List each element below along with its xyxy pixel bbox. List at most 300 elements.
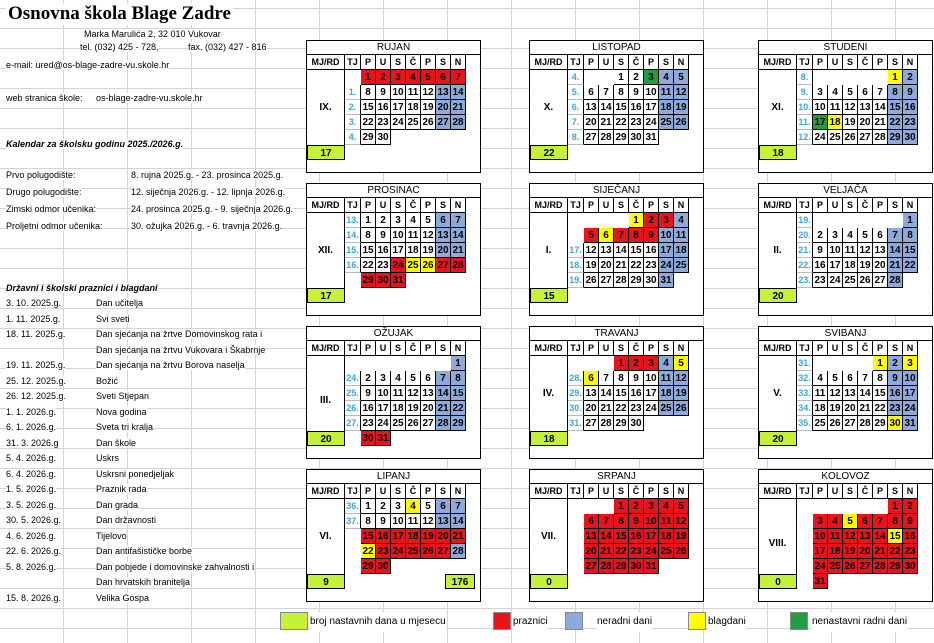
day-cell: 24	[813, 559, 828, 574]
day-cell: 28	[858, 416, 873, 431]
weekday-header: MJ/RD	[307, 55, 345, 70]
weekday-header: TJ	[345, 341, 361, 356]
day-cell: 14	[858, 386, 873, 401]
day-cell: 10	[644, 371, 659, 386]
day-cell: 30	[361, 431, 376, 446]
day-cell: 6	[436, 213, 451, 228]
weekday-header: U	[599, 341, 614, 356]
weekday-header: S	[888, 341, 903, 356]
day-cell: 8	[361, 228, 376, 243]
day-cell: 3	[644, 499, 659, 514]
weekday-header: S	[436, 55, 451, 70]
month-name: PROSINAC	[307, 184, 480, 198]
day-cell: 2	[376, 213, 391, 228]
week-number: 36.	[345, 499, 361, 514]
day-cell: 16	[644, 243, 659, 258]
weekday-header: U	[376, 484, 391, 499]
day-cell: 21	[858, 401, 873, 416]
day-cell: 14	[873, 100, 888, 115]
day-cell: 13	[584, 100, 599, 115]
day-cell: 16	[629, 529, 644, 544]
month-calendar	[758, 40, 933, 173]
day-cell: 18	[659, 529, 674, 544]
week-number: 28.	[568, 371, 584, 386]
day-cell: 13	[873, 243, 888, 258]
day-cell: 3	[903, 356, 918, 371]
weekday-header: N	[674, 341, 689, 356]
weekday-header: U	[599, 55, 614, 70]
week-number: 11.	[797, 115, 813, 130]
legend-swatch	[493, 612, 511, 630]
day-cell: 16	[361, 401, 376, 416]
day-cell: 19	[584, 258, 599, 273]
weekday-header: P	[644, 198, 659, 213]
day-cell: 15	[873, 386, 888, 401]
day-cell: 24	[828, 273, 843, 288]
holiday-name: Dan škole	[96, 437, 137, 448]
day-cell: 29	[361, 273, 376, 288]
day-cell: 6	[843, 371, 858, 386]
day-cell: 5	[674, 70, 689, 85]
period-value: 24. prosinca 2025.g. - 9. siječnja 2026.g.	[131, 204, 294, 214]
day-cell: 18	[659, 100, 674, 115]
teaching-days-count: 15	[530, 288, 568, 303]
day-cell: 9	[376, 85, 391, 100]
day-cell: 23	[888, 401, 903, 416]
day-cell: 20	[436, 529, 451, 544]
weekday-header: S	[843, 55, 858, 70]
weekday-header: S	[843, 341, 858, 356]
day-cell: 22	[903, 258, 918, 273]
weekday-header: P	[644, 484, 659, 499]
weekday-header: P	[421, 198, 436, 213]
day-cell: 29	[888, 559, 903, 574]
day-cell: 17	[659, 243, 674, 258]
holiday-date: 6. 1. 2026.g.	[6, 422, 57, 432]
day-cell: 5	[828, 371, 843, 386]
teaching-days-count: 9	[307, 574, 345, 589]
day-cell: 21	[599, 544, 614, 559]
day-cell: 25	[813, 416, 828, 431]
month-name: SRPANJ	[530, 470, 703, 484]
weekday-header: P	[813, 484, 828, 499]
month-calendar	[758, 326, 933, 459]
weekday-header: P	[584, 55, 599, 70]
holiday-name: Dan sjećanja na žrtvu Borova naselja	[96, 360, 245, 370]
day-cell: 23	[376, 544, 391, 559]
weekday-header: U	[828, 341, 843, 356]
day-cell: 12	[674, 371, 689, 386]
day-cell: 21	[451, 100, 466, 115]
day-cell: 8	[361, 514, 376, 529]
weekday-header: Č	[858, 484, 873, 499]
day-cell: 20	[873, 258, 888, 273]
school-tel: tel. (032) 425 - 728,	[80, 42, 159, 52]
holiday-date: 5. 8. 2026.g.	[6, 561, 57, 572]
week-number: 12.	[797, 130, 813, 145]
week-number: 30.	[568, 401, 584, 416]
weekday-header: TJ	[345, 55, 361, 70]
holiday-name: Dan grada	[96, 499, 139, 510]
week-number: 5.	[568, 85, 584, 100]
day-cell: 25	[828, 130, 843, 145]
day-cell: 9	[629, 514, 644, 529]
legend-label: neradni dani	[597, 612, 652, 632]
day-cell: 23	[629, 115, 644, 130]
month-name: VELJAČA	[759, 184, 932, 198]
day-cell: 29	[614, 130, 629, 145]
day-cell: 18	[391, 401, 406, 416]
weekday-header: TJ	[797, 341, 813, 356]
weekday-header: U	[828, 55, 843, 70]
day-cell: 27	[436, 115, 451, 130]
school-fax: fax. (032) 427 - 816	[188, 42, 267, 52]
day-cell: 8	[888, 514, 903, 529]
month-roman: VI.	[307, 499, 345, 574]
day-cell: 22	[361, 544, 376, 559]
day-cell: 19	[421, 243, 436, 258]
day-cell: 19	[843, 544, 858, 559]
day-cell: 23	[644, 258, 659, 273]
calendar-title: Kalendar za školsku godinu 2025./2026.g.	[6, 139, 184, 149]
day-cell: 11	[406, 85, 421, 100]
day-cell: 4	[828, 85, 843, 100]
day-cell: 18	[406, 529, 421, 544]
day-cell: 19	[674, 529, 689, 544]
day-cell: 30	[376, 130, 391, 145]
day-cell: 12	[674, 514, 689, 529]
week-number: 14.	[345, 228, 361, 243]
day-cell: 7	[599, 85, 614, 100]
day-cell: 15	[614, 529, 629, 544]
day-cell: 7	[858, 371, 873, 386]
weekday-header: U	[828, 198, 843, 213]
day-cell: 7	[436, 371, 451, 386]
day-cell: 15	[903, 243, 918, 258]
day-cell: 4	[406, 499, 421, 514]
day-cell: 29	[361, 559, 376, 574]
weekday-header: P	[644, 341, 659, 356]
day-cell: 25	[843, 273, 858, 288]
legend-label: nenastavni radni dani	[812, 612, 907, 632]
day-cell: 9	[629, 85, 644, 100]
weekday-header: P	[361, 341, 376, 356]
day-cell: 6	[873, 228, 888, 243]
day-cell: 25	[659, 544, 674, 559]
day-cell: 14	[599, 386, 614, 401]
week-number: 15.	[345, 243, 361, 258]
month-calendar	[529, 40, 704, 173]
day-cell: 15	[888, 100, 903, 115]
week-number: 8.	[568, 130, 584, 145]
day-cell: 7	[873, 85, 888, 100]
day-cell: 24	[644, 401, 659, 416]
day-cell: 31	[813, 574, 828, 589]
day-cell: 26	[674, 401, 689, 416]
teaching-days-count: 20	[759, 288, 797, 303]
legend-label: blagdani	[708, 612, 746, 632]
day-cell: 1	[614, 70, 629, 85]
day-cell: 26	[421, 115, 436, 130]
weekday-header: U	[376, 55, 391, 70]
weekday-header: P	[873, 484, 888, 499]
day-cell: 12	[674, 85, 689, 100]
day-cell: 22	[361, 258, 376, 273]
day-cell: 8	[888, 85, 903, 100]
day-cell: 23	[376, 258, 391, 273]
month-roman: IV.	[530, 356, 568, 431]
total-teaching-days: 176	[445, 574, 475, 589]
month-calendar	[529, 326, 704, 459]
day-cell: 26	[674, 115, 689, 130]
day-cell: 2	[361, 371, 376, 386]
day-cell: 24	[391, 544, 406, 559]
period-label: Proljetni odmor učenika:	[6, 221, 103, 231]
weekday-header: P	[813, 55, 828, 70]
holiday-name: Uskrs	[96, 453, 119, 463]
month-calendar	[529, 469, 704, 602]
day-cell: 8	[614, 85, 629, 100]
day-cell: 6	[584, 371, 599, 386]
holiday-name: Dan sjećanja na žrtve Domovinskog rata i	[96, 329, 263, 339]
day-cell: 5	[674, 499, 689, 514]
day-cell: 16	[376, 100, 391, 115]
weekday-header: U	[376, 341, 391, 356]
weekday-header: Č	[629, 484, 644, 499]
weekday-header: MJ/RD	[530, 198, 568, 213]
day-cell: 21	[599, 401, 614, 416]
day-cell: 14	[451, 85, 466, 100]
holiday-name: Sveta tri kralja	[96, 422, 154, 432]
day-cell: 8	[629, 228, 644, 243]
day-cell: 22	[873, 401, 888, 416]
day-cell: 4	[828, 514, 843, 529]
day-cell: 18	[674, 243, 689, 258]
weekday-header: P	[421, 484, 436, 499]
day-cell: 15	[361, 529, 376, 544]
day-cell: 7	[888, 228, 903, 243]
weekday-header: N	[903, 484, 918, 499]
day-cell: 13	[436, 85, 451, 100]
weekday-header: P	[584, 484, 599, 499]
day-cell: 14	[599, 100, 614, 115]
day-cell: 28	[599, 416, 614, 431]
month-roman: III.	[307, 356, 345, 446]
day-cell: 5	[406, 371, 421, 386]
weekday-header: Č	[858, 341, 873, 356]
period-label: Zimski odmor učenika:	[6, 204, 97, 214]
week-number: 21.	[797, 243, 813, 258]
week-number: 34.	[797, 401, 813, 416]
weekday-header: S	[436, 484, 451, 499]
day-cell: 10	[376, 386, 391, 401]
weekday-header: S	[391, 341, 406, 356]
day-cell: 23	[629, 544, 644, 559]
day-cell: 5	[421, 213, 436, 228]
day-cell: 10	[391, 514, 406, 529]
weekday-header: S	[614, 341, 629, 356]
holiday-date: 6. 4. 2026.g.	[6, 468, 57, 479]
day-cell: 1	[614, 356, 629, 371]
month-name: STUDENI	[759, 41, 932, 55]
day-cell: 19	[828, 401, 843, 416]
weekday-header: S	[614, 484, 629, 499]
day-cell: 1	[614, 499, 629, 514]
weekday-header: S	[888, 55, 903, 70]
weekday-header: P	[873, 55, 888, 70]
day-cell: 9	[903, 85, 918, 100]
week-number: 32.	[797, 371, 813, 386]
day-cell: 18	[828, 544, 843, 559]
week-number: 25.	[345, 386, 361, 401]
day-cell: 21	[614, 258, 629, 273]
day-cell: 1	[888, 499, 903, 514]
day-cell: 1	[451, 356, 466, 371]
day-cell: 2	[629, 70, 644, 85]
weekday-header: P	[421, 55, 436, 70]
school-address: Marka Marulića 2, 32 010 Vukovar	[84, 29, 221, 39]
weekday-header: P	[421, 341, 436, 356]
day-cell: 24	[376, 416, 391, 431]
week-number: 20.	[797, 228, 813, 243]
day-cell: 5	[843, 85, 858, 100]
weekday-header: P	[873, 341, 888, 356]
weekday-header: N	[674, 484, 689, 499]
weekday-header: Č	[629, 55, 644, 70]
weekday-header: TJ	[345, 198, 361, 213]
weekday-header: MJ/RD	[307, 198, 345, 213]
day-cell: 3	[828, 228, 843, 243]
day-cell: 12	[584, 243, 599, 258]
day-cell: 13	[858, 100, 873, 115]
day-cell: 15	[361, 100, 376, 115]
day-cell: 16	[903, 529, 918, 544]
day-cell: 5	[858, 228, 873, 243]
month-roman: IX.	[307, 70, 345, 145]
weekday-header: U	[376, 198, 391, 213]
week-number: 3.	[345, 115, 361, 130]
day-cell: 11	[659, 85, 674, 100]
weekday-header: Č	[858, 198, 873, 213]
day-cell: 25	[406, 115, 421, 130]
weekday-header: Č	[406, 484, 421, 499]
month-name: SVIBANJ	[759, 327, 932, 341]
day-cell: 24	[903, 401, 918, 416]
day-cell: 27	[421, 416, 436, 431]
day-cell: 28	[873, 559, 888, 574]
week-number: 22.	[797, 258, 813, 273]
day-cell: 6	[858, 85, 873, 100]
day-cell: 1	[361, 499, 376, 514]
day-cell: 21	[451, 243, 466, 258]
day-cell: 4	[391, 371, 406, 386]
holiday-name: Dan pobjede i domovinske zahvalnosti i	[96, 561, 255, 572]
day-cell: 24	[644, 115, 659, 130]
day-cell: 26	[858, 273, 873, 288]
holiday-name: Uskrsni ponedjeljak	[96, 468, 175, 479]
month-name: RUJAN	[307, 41, 480, 55]
week-number: 31.	[797, 356, 813, 371]
day-cell: 26	[674, 544, 689, 559]
weekday-header: P	[813, 341, 828, 356]
month-name: TRAVANJ	[530, 327, 703, 341]
day-cell: 24	[391, 258, 406, 273]
holiday-date: 18. 11. 2025.g.	[6, 329, 66, 339]
web-label: web stranica škole:	[6, 93, 83, 103]
day-cell: 18	[406, 243, 421, 258]
day-cell: 30	[903, 130, 918, 145]
day-cell: 5	[843, 514, 858, 529]
weekday-header: TJ	[568, 341, 584, 356]
week-number: 26.	[345, 401, 361, 416]
weekday-header: P	[644, 55, 659, 70]
weekday-header: N	[674, 198, 689, 213]
day-cell: 11	[828, 100, 843, 115]
day-cell: 3	[644, 70, 659, 85]
day-cell: 17	[813, 544, 828, 559]
teaching-days-count: 20	[759, 431, 797, 446]
weekday-header: TJ	[797, 198, 813, 213]
day-cell: 8	[614, 371, 629, 386]
day-cell: 21	[873, 544, 888, 559]
day-cell: 20	[858, 544, 873, 559]
period-label: Drugo polugodište:	[6, 187, 82, 197]
weekday-header: MJ/RD	[307, 341, 345, 356]
day-cell: 6	[858, 514, 873, 529]
day-cell: 16	[376, 529, 391, 544]
holiday-date: 4. 6. 2026.g.	[6, 530, 57, 541]
day-cell: 17	[644, 386, 659, 401]
day-cell: 14	[451, 514, 466, 529]
day-cell: 31	[644, 559, 659, 574]
day-cell: 25	[828, 559, 843, 574]
day-cell: 11	[406, 514, 421, 529]
day-cell: 2	[813, 228, 828, 243]
holiday-name: Dan državnosti	[96, 515, 157, 525]
weekday-header: MJ/RD	[759, 341, 797, 356]
day-cell: 6	[421, 371, 436, 386]
day-cell: 27	[584, 416, 599, 431]
month-calendar	[306, 326, 481, 459]
day-cell: 5	[584, 228, 599, 243]
day-cell: 17	[391, 100, 406, 115]
day-cell: 3	[659, 213, 674, 228]
holiday-date: 19. 11. 2025.g.	[6, 360, 66, 370]
month-roman: VII.	[530, 499, 568, 574]
day-cell: 3	[391, 213, 406, 228]
day-cell: 9	[376, 228, 391, 243]
day-cell: 24	[659, 258, 674, 273]
day-cell: 20	[843, 401, 858, 416]
day-cell: 30	[629, 416, 644, 431]
day-cell: 11	[659, 371, 674, 386]
day-cell: 12	[858, 243, 873, 258]
day-cell: 11	[843, 243, 858, 258]
month-name: OŽUJAK	[307, 327, 480, 341]
holiday-name: Sveti Stjepan	[96, 391, 150, 401]
day-cell: 7	[599, 514, 614, 529]
weekday-header: S	[391, 55, 406, 70]
day-cell: 20	[584, 544, 599, 559]
day-cell: 31	[391, 273, 406, 288]
day-cell: 18	[659, 386, 674, 401]
day-cell: 12	[843, 100, 858, 115]
day-cell: 8	[361, 85, 376, 100]
holidays-title: Državni i školski praznici i blagdani	[6, 283, 158, 293]
weekday-header: TJ	[568, 198, 584, 213]
holiday-date: 31. 3. 2026.g	[6, 437, 59, 448]
weekday-header: S	[614, 198, 629, 213]
